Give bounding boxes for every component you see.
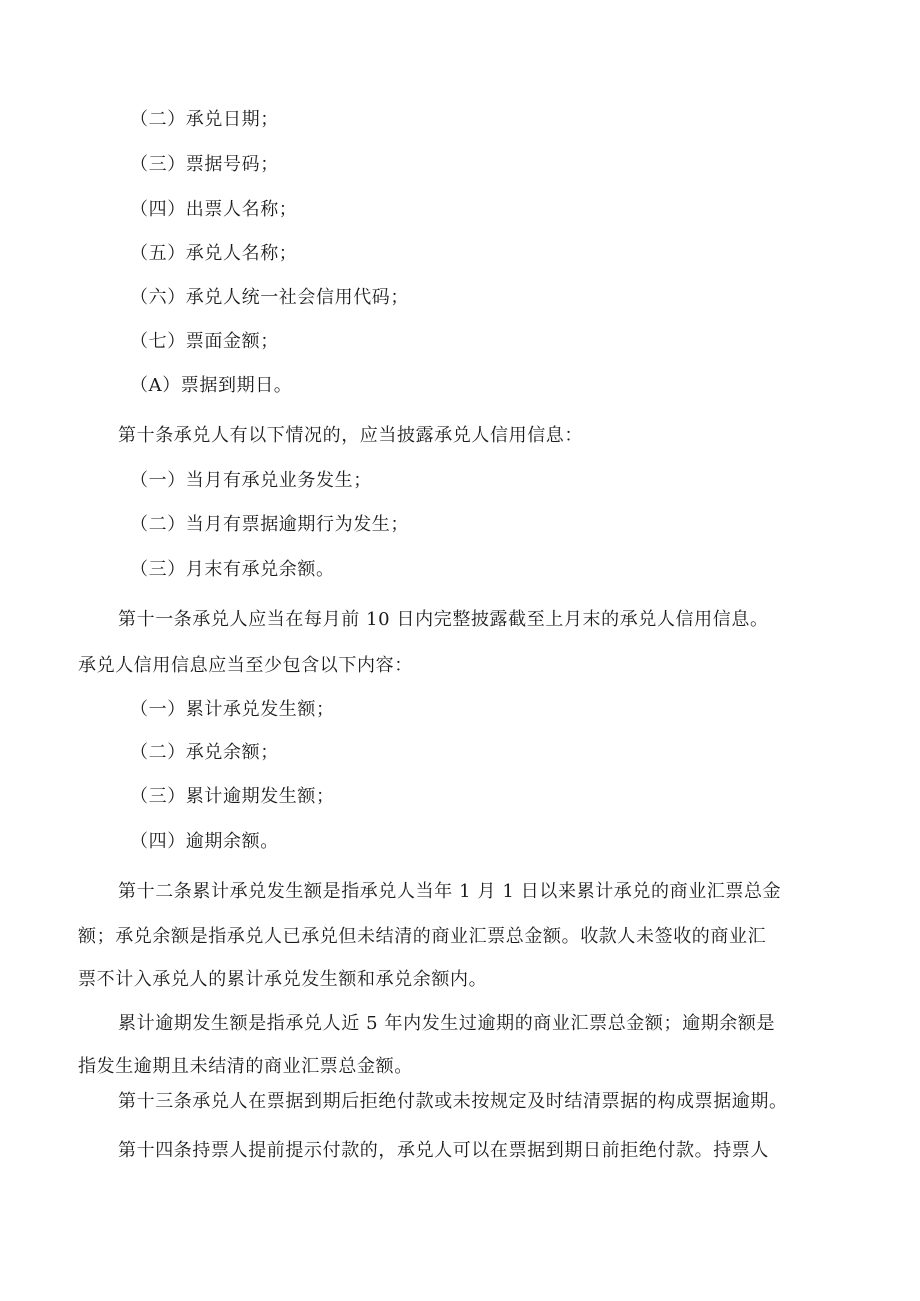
list-item: （七）票面金额；: [130, 331, 279, 352]
article-14-paragraph: 第十四条持票人提前提示付款的，承兑人可以在票据到期日前拒绝付款。持票人: [118, 1140, 769, 1161]
paragraph-continuation: 指发生逾期且未结清的商业汇票总金额。: [78, 1056, 413, 1077]
list-item: （四）出票人名称；: [130, 199, 298, 220]
paragraph-continuation: 额；承兑余额是指承兑人已承兑但未结清的商业汇票总金额。收款人未签收的商业汇: [78, 926, 767, 947]
list-item: （一）当月有承兑业务发生；: [130, 470, 372, 491]
paragraph: 累计逾期发生额是指承兑人近 5 年内发生过逾期的商业汇票总金额；逾期余额是: [118, 1013, 776, 1034]
article-13-paragraph: 第十三条承兑人在票据到期后拒绝付款或未按规定及时结清票据的构成票据逾期。: [118, 1091, 788, 1112]
list-item: （三）票据号码；: [130, 154, 279, 175]
paragraph-continuation: 票不计入承兑人的累计承兑发生额和承兑余额内。: [78, 969, 488, 990]
list-item: （二）承兑日期；: [130, 109, 279, 130]
list-item: （四）逾期余额。: [130, 831, 279, 852]
list-item: （三）月末有承兑余额。: [130, 559, 335, 580]
article-11-paragraph: 第十一条承兑人应当在每月前 10 日内完整披露截至上月末的承兑人信用信息。: [118, 609, 769, 630]
paragraph-continuation: 承兑人信用信息应当至少包含以下内容：: [78, 655, 413, 676]
list-item: （三）累计逾期发生额；: [130, 786, 335, 807]
list-item: （A）票据到期日。: [130, 375, 293, 396]
article-10-heading: 第十条承兑人有以下情况的，应当披露承兑人信用信息：: [118, 425, 583, 446]
list-item: （二）承兑余额；: [130, 742, 279, 763]
list-item: （二）当月有票据逾期行为发生；: [130, 514, 409, 535]
list-item: （六）承兑人统一社会信用代码；: [130, 287, 409, 308]
list-item: （一）累计承兑发生额；: [130, 699, 335, 720]
article-12-paragraph: 第十二条累计承兑发生额是指承兑人当年 1 月 1 日以来累计承兑的商业汇票总金: [118, 881, 782, 902]
list-item: （五）承兑人名称；: [130, 243, 298, 264]
